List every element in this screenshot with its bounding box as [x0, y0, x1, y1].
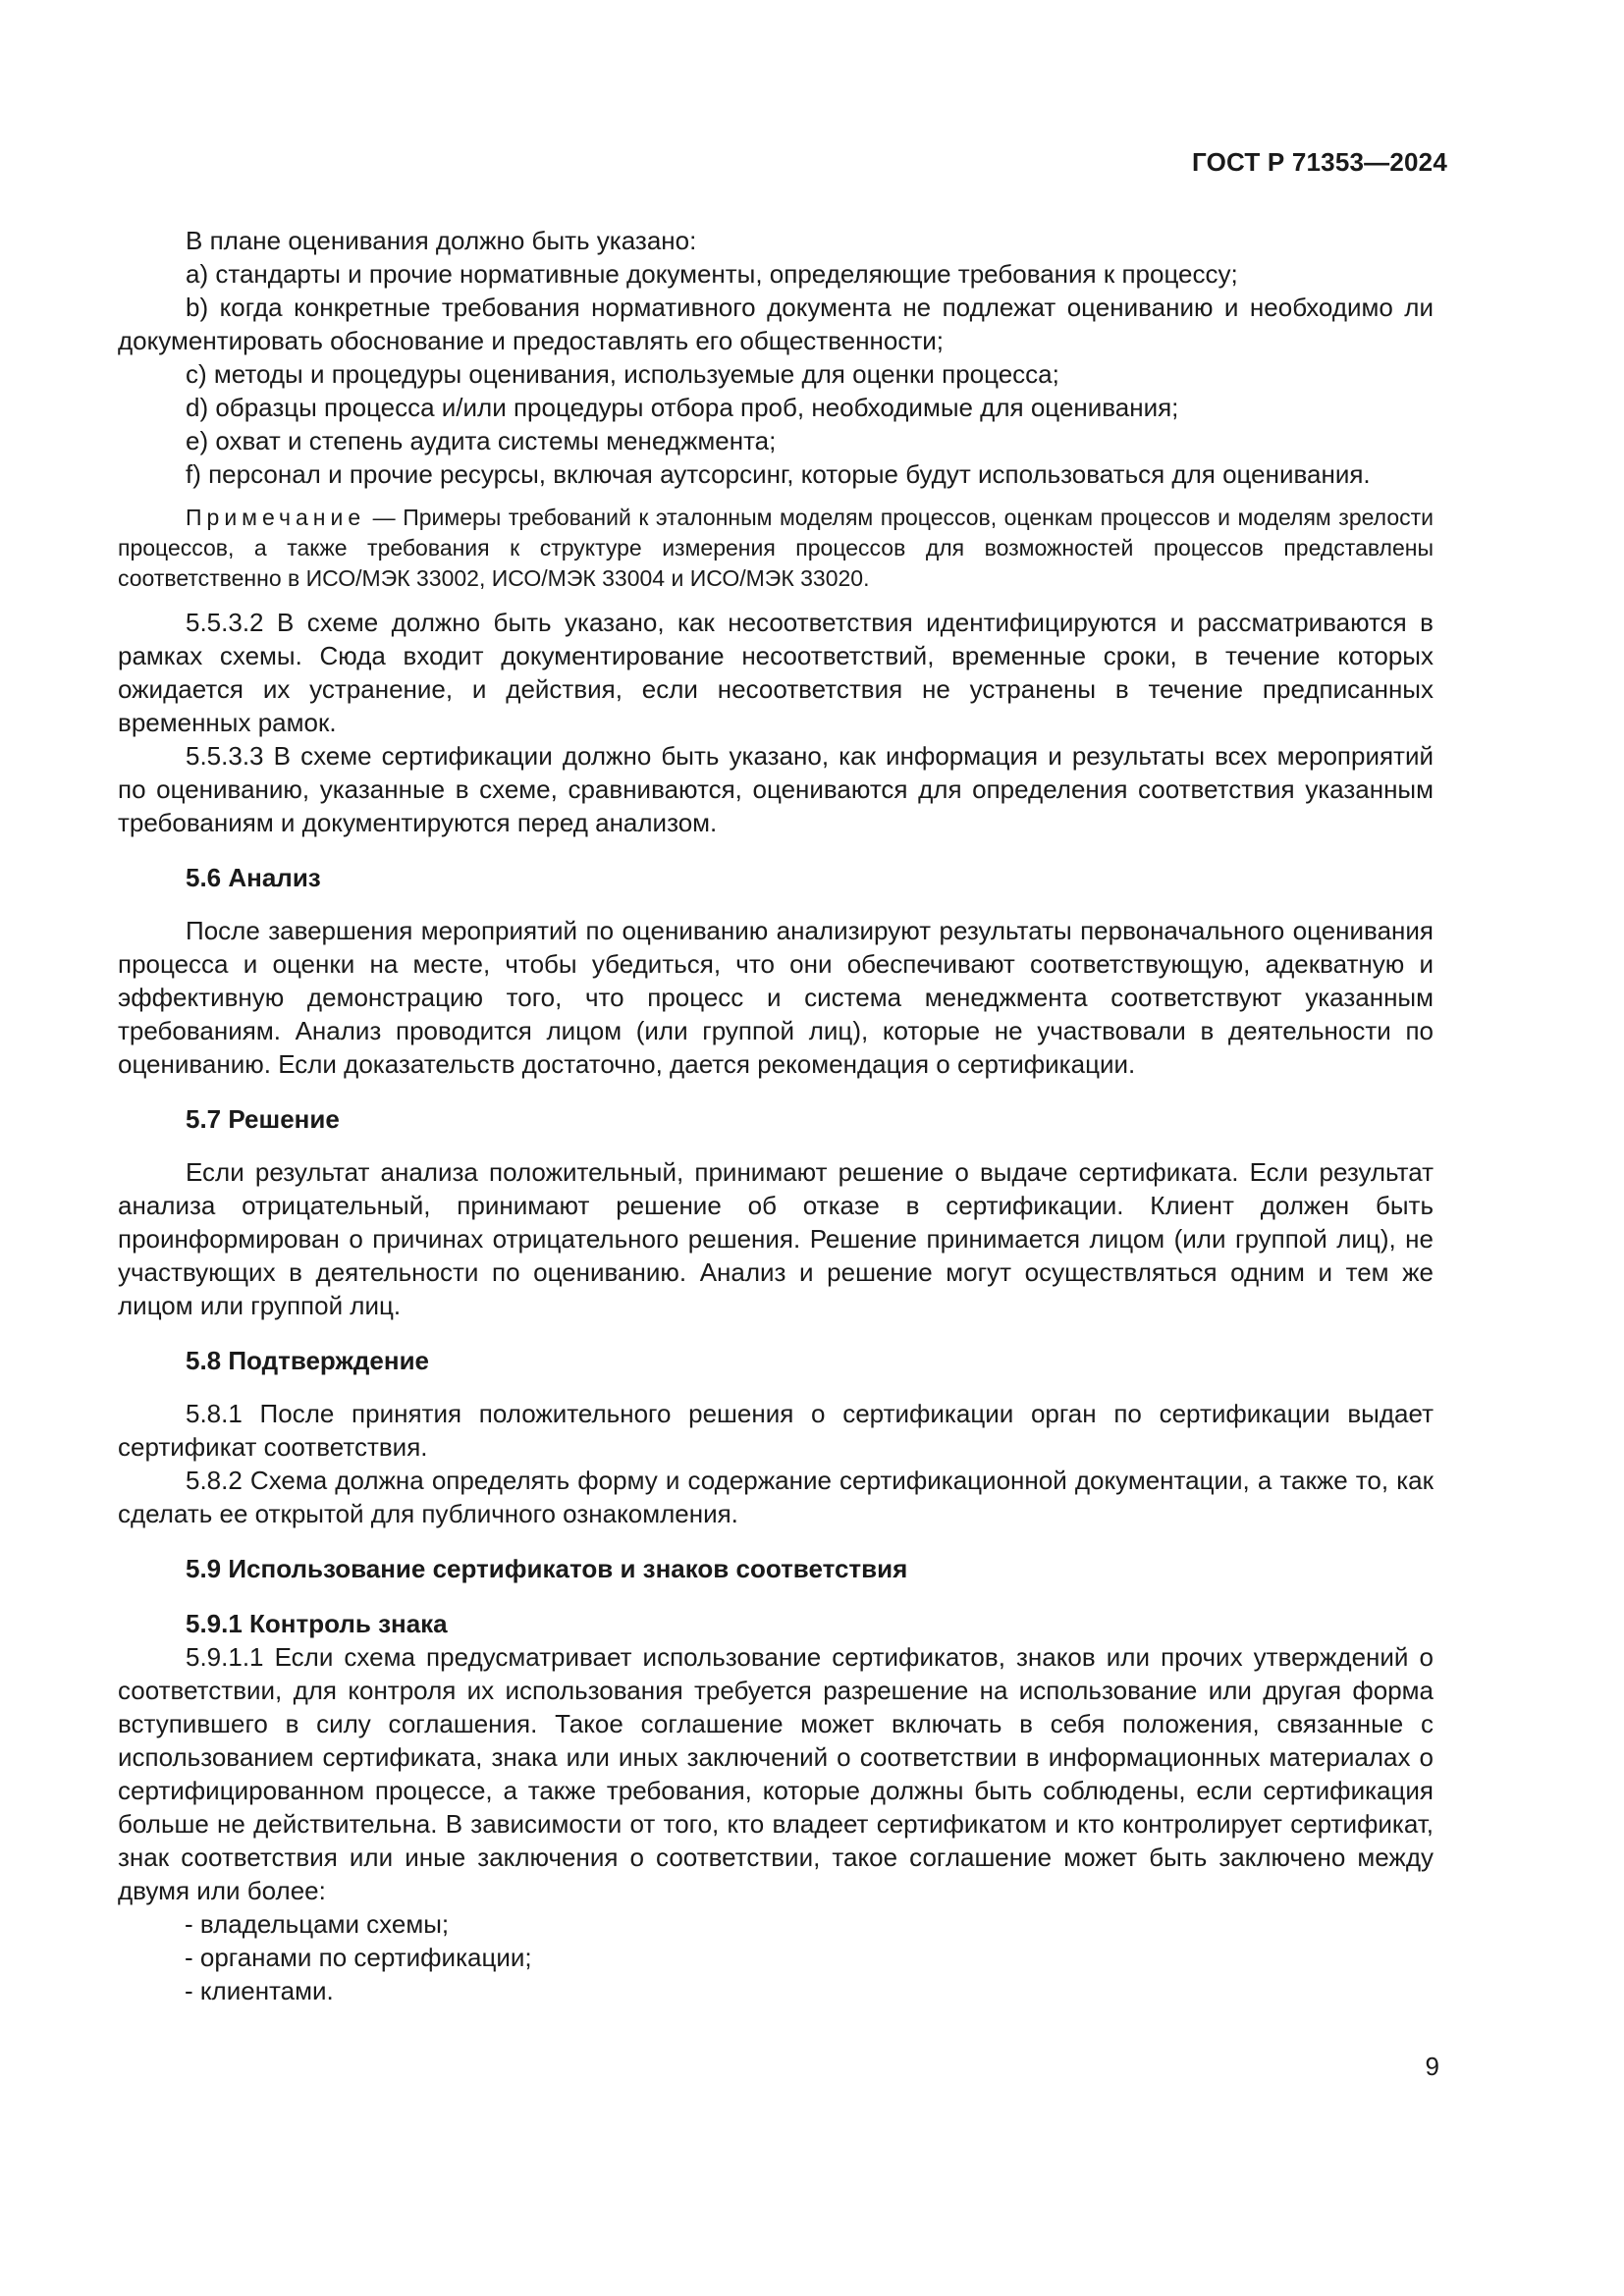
- page-number: 9: [1425, 2052, 1439, 2081]
- section-5-8-title: 5.8 Подтверждение: [186, 1346, 430, 1375]
- note-label: Примечание: [186, 505, 366, 530]
- plan-item-f: f) персонал и прочие ресурсы, включая аутсорсинг, которые будут использоваться для оценивания.: [186, 459, 1371, 489]
- section-5-9-1-title: 5.9.1 Контроль знака: [186, 1609, 448, 1638]
- document-id-header: ГОСТ Р 71353—2024: [1192, 147, 1447, 177]
- plan-item-d: d) образцы процесса и/или процедуры отбора проб, необходимые для оценивания;: [186, 393, 1179, 422]
- section-5-7-title: 5.7 Решение: [186, 1104, 340, 1134]
- clause-5-8-2: 5.8.2 Схема должна определять форму и содержание сертификационной документации, а также то, как сделать ее открытой для публичного ознакомления.: [118, 1466, 1434, 1528]
- list-item-scheme-owners: - владельцами схемы;: [185, 1909, 450, 1939]
- clause-5-5-3-3: 5.5.3.3 В схеме сертификации должно быть указано, как информация и результаты всех мероприятий по оцениванию, указанные в схеме, сравниваются, оцениваются для определения соответствия указанным требованиям и документируются перед анализом.: [118, 741, 1434, 837]
- section-5-6-text: После завершения мероприятий по оцениванию анализируют результаты первоначального оценивания процесса и оценки на месте, чтобы убедиться, что они обеспечивают соответствующую, адекватную и эффективную демонстрацию того, что процесс и система менеджмента соответствуют указанным требованиям. Анализ проводится лицом (или группой лиц), которые не участвовали в деятельности по оцениванию. Если доказательств достаточно, дается рекомендация о сертификации.: [118, 916, 1434, 1079]
- plan-item-c: c) методы и процедуры оценивания, используемые для оценки процесса;: [186, 359, 1059, 389]
- section-5-9-title: 5.9 Использование сертификатов и знаков соответствия: [186, 1554, 908, 1583]
- clause-5-9-1-1: 5.9.1.1 Если схема предусматривает использование сертификатов, знаков или прочих утверждений о соответствии, для контроля их использования требуется разрешение на использование или другая форма вступившего в силу соглашения. Такое соглашение может включать в себя положения, связанные с использованием сертификата, знака или иных заключений о соответствии в информационных материалах о сертифицированном процессе, а также требования, которые должны быть соблюдены, если сертификация больше не действительна. В зависимости от того, кто владеет сертификатом и кто контролирует сертификат, знак соответствия или иные заключения о соответствии, такое соглашение может быть заключено между двумя или более:: [118, 1642, 1434, 1905]
- note-text: — Примеры требований к эталонным моделям процессов, оценкам процессов и моделям зрелости процессов, а также требования к структуре измерения процессов для возможностей процессов представлены соответственно в ИСО/МЭК 33002, ИСО/МЭК 33004 и ИСО/МЭК 33020.: [118, 505, 1434, 591]
- section-5-6-title: 5.6 Анализ: [186, 863, 321, 892]
- section-5-7-text: Если результат анализа положительный, принимают решение о выдаче сертификата. Если результат анализа отрицательный, принимают решение об отказе в сертификации. Клиент должен быть проинформирован о причинах отрицательного решения. Решение принимается лицом (или группой лиц), не участвующих в деятельности по оцениванию. Анализ и решение могут осуществляться одним и тем же лицом или группой лиц.: [118, 1157, 1434, 1320]
- list-item-cert-bodies: - органами по сертификации;: [185, 1943, 532, 1972]
- clause-5-5-3-2: 5.5.3.2 В схеме должно быть указано, как несоответствия идентифицируются и рассматриваются в рамках схемы. Сюда входит документирование несоответствий, временные сроки, в течение которых ожидается их устранение, и действия, если несоответствия не устранены в течение предписанных временных рамок.: [118, 608, 1434, 737]
- plan-item-e: e) охват и степень аудита системы менеджмента;: [186, 426, 777, 455]
- plan-intro: В плане оценивания должно быть указано:: [186, 226, 697, 255]
- list-item-clients: - клиентами.: [185, 1976, 334, 2005]
- plan-item-a: a) стандарты и прочие нормативные документы, определяющие требования к процессу;: [186, 259, 1238, 289]
- plan-item-b: b) когда конкретные требования нормативного документа не подлежат оцениванию и необходимо ли документировать обоснование и предоставлять его общественности;: [118, 293, 1434, 355]
- page-content: [118, 224, 1434, 2007]
- note-paragraph: [118, 503, 1434, 594]
- clause-5-8-1: 5.8.1 После принятия положительного решения о сертификации орган по сертификации выдает сертификат соответствия.: [118, 1399, 1434, 1462]
